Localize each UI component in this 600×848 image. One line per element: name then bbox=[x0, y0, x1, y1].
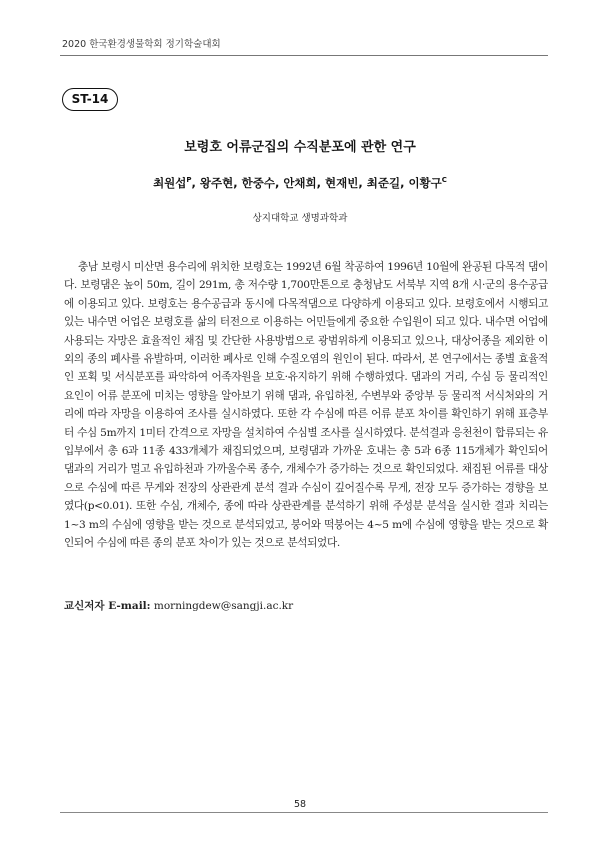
running-header: 2020 한국환경생물학회 정기학술대회 bbox=[62, 39, 221, 50]
abstract-body: 충남 보령시 미산면 용수리에 위치한 보령호는 1992년 6월 착공하여 1996년 10월에 완공된 다목적 댐이다. 보령댐은 높이 50m, 길이 291m, 총 저수량 1,700만톤으로 충청남도 서북부 지역 8개 시·군의 용수공급에 이용되고 있다. 보령호는 용수공급과 동시에 다목적댐으로 다양하게 이용되고 있다. 보령호에서 시행되고 있는 내수면 어업은 보령호를 삶의 터전으로 이용하는 어민들에게 중요한 수입원이 되고 있다. 내수면 어업에 사용되는 자망은 효율적인 채집 및 간단한 사용방법으로 광범위하게 이용되고 있으나, 대상어종을 제외한 이외의 종의 폐사를 유발하며, 이러한 폐사로 인해 수질오염의 원인이 된다. 따라서, 본 연구에서는 종별 효율적인 포획 및 서식분포를 파악하여 어족자원을 보호·유지하기 위해 수행하였다. 댐과의 거리, 수심 등 물리적인 요인이 어류 분포에 미치는 영향을 알아보기 위해 댐과, 유입하천, 수변부와 중앙부 등 물리적 서식처와의 거리에 따라 자망을 이용하여 조사를 실시하였다. 또한 각 수심에 따른 어류 분포 차이를 확인하기 위해 표층부터 수심 5m까지 1미터 간격으로 자망을 설치하여 수심별 조사를 실시하였다. 분석결과 응천천이 합류되는 유입부에서 총 6과 11종 433개체가 채집되었으며, 보령댐과 가까운 호내는 총 5과 6종 115개체가 확인되어 댐과의 거리가 멀고 유입하천과 가까울수록 종수, 개체수가 증가하는 것으로 확인되었다. 채집된 어류를 대상으로 수심에 따른 무게와 전장의 상관관계 분석 결과 수심이 깊어질수록 무게, 전장 모두 증가하는 경향을 보였다(p<0.01). 또한 수심, 개체수, 종에 따라 상관관계를 분석하기 위해 주성분 분석을 실시한 결과 치리는 1~3 m의 수심에 영향을 받는 것으로 분석되었고, 붕어와 떡붕어는 4~5 m에 수심에 영향을 받는 것으로 확인되어 수심에 따른 종의 분포 차이가 있는 것으로 분석되었다. bbox=[64, 261, 548, 550]
contact-line bbox=[64, 598, 293, 613]
presenter-mark: P bbox=[186, 176, 192, 184]
footer-divider bbox=[60, 812, 548, 813]
author-name: 이황구 bbox=[408, 176, 442, 190]
corresponding-mark: C bbox=[441, 176, 447, 184]
contact-label: 교신저자 E-mail: bbox=[64, 600, 151, 612]
author-name: 안채희 bbox=[283, 176, 317, 190]
session-badge: ST-14 bbox=[62, 88, 118, 111]
author-list: 최원섭$^P$, 왕주현, 한중수, 안채희, 현재빈, 최준길, 이황구$^C$ bbox=[153, 176, 447, 190]
contact-email[interactable]: morningdew@sangji.ac.kr bbox=[153, 600, 294, 612]
page-number: 58 bbox=[293, 799, 307, 810]
author-name: 최준길 bbox=[366, 176, 401, 190]
author-name: 최원섭 bbox=[153, 176, 187, 190]
header-divider bbox=[60, 55, 548, 56]
author-name: 한중수 bbox=[241, 176, 275, 190]
author-name: 현재빈 bbox=[325, 176, 359, 190]
author-name: 왕주현 bbox=[199, 176, 234, 190]
paper-title: 보령호 어류군집의 수직분포에 관한 연구 bbox=[184, 140, 416, 155]
affiliation: 상지대학교 생명과학과 bbox=[252, 213, 348, 224]
